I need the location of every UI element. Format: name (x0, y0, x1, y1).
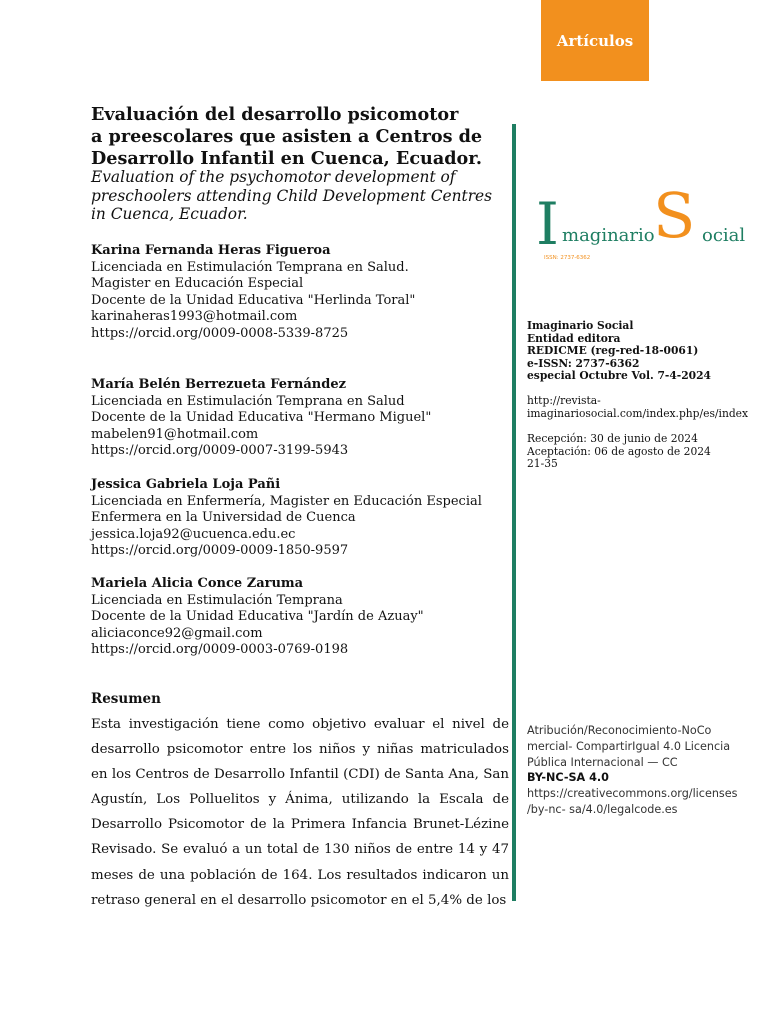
author-affiliation: Docente de la Unidad Educativa "Hermano Miguel" (91, 410, 432, 425)
abstract-heading: Resumen (91, 691, 161, 707)
journal-info-line: especial Octubre Vol. 7-4-2024 (527, 369, 711, 383)
subtitle-line: Evaluation of the psychomotor development of (91, 168, 456, 186)
author-name: Mariela Alicia Conce Zaruma (91, 576, 304, 591)
author-affiliation: Licenciada en Estimulación Temprana en Salud. (91, 259, 409, 275)
received-date: Recepción: 30 de junio de 2024 (527, 432, 698, 445)
journal-info-line: Imaginario Social (527, 319, 634, 332)
author-email[interactable]: jessica.loja92@ucuenca.edu.ec (91, 526, 296, 542)
license-url[interactable]: https://creativecommons.org/licenses (527, 787, 738, 801)
author-name: Jessica Gabriela Loja Pañi (91, 477, 281, 492)
license-line: mercial- CompartirIgual 4.0 Licencia (527, 739, 731, 753)
author-block (91, 377, 511, 460)
article-dates (527, 433, 762, 471)
license-code: BY-NC-SA 4.0 (527, 771, 609, 785)
license-line: Pública Internacional — CC (527, 755, 678, 769)
accepted-date: Aceptación: 06 de agosto de 2024 (527, 444, 711, 458)
author-affiliation: Licenciada en Enfermería, Magister en Educación Especial (91, 493, 482, 509)
subtitle-line: in Cuenca, Ecuador. (91, 205, 248, 224)
license-url[interactable]: /by-nc- sa/4.0/legalcode.es (527, 802, 678, 816)
journal-url-line[interactable]: imaginariosocial.com/index.php/es/index (527, 406, 749, 420)
section-tag-label: Artículos (556, 31, 634, 50)
journal-url[interactable] (527, 395, 762, 420)
journal-url-line[interactable]: http://revista- (527, 394, 601, 407)
column-divider (512, 124, 516, 901)
license-line: Atribución/Reconocimiento-NoCo (527, 724, 712, 737)
author-block (91, 243, 511, 342)
author-affiliation: Enfermera en la Universidad de Cuenca (91, 510, 356, 525)
logo-word-imaginario: maginario (562, 225, 655, 246)
article-subtitle (91, 168, 511, 224)
journal-info-line: e-ISSN: 2737-6362 (527, 356, 640, 370)
author-block (91, 576, 511, 659)
license-block (527, 723, 762, 818)
subtitle-line: preschoolers attending Child Development Centres (91, 186, 493, 205)
logo-issn: ISSN: 2737-6362 (544, 255, 591, 261)
logo-word-ocial: ocial (702, 225, 746, 246)
journal-logo (532, 179, 757, 267)
title-line: Evaluación del desarrollo psicomotor (91, 104, 459, 125)
author-orcid[interactable]: https://orcid.org/0009-0003-0769-0198 (91, 642, 349, 657)
author-affiliation: Docente de la Unidad Educativa "Jardín de Azuay" (91, 609, 424, 624)
journal-info-line: Entidad editora (527, 331, 621, 345)
author-orcid[interactable]: https://orcid.org/0009-0008-5339-8725 (91, 325, 349, 341)
author-block (91, 477, 511, 560)
author-affiliation: Licenciada en Estimulación Temprana (91, 592, 343, 608)
author-affiliation: Docente de la Unidad Educativa "Herlinda Toral" (91, 292, 416, 308)
author-name: Karina Fernanda Heras Figueroa (91, 243, 331, 258)
title-line: Desarrollo Infantil en Cuenca, Ecuador. (91, 148, 483, 169)
logo-letter-i: I (536, 190, 559, 258)
title-line: a preescolares que asisten a Centros de (91, 126, 483, 147)
section-tag (541, 0, 649, 81)
abstract-text: Esta investigación tiene como objetivo evaluar el nivel de desarrollo psicomotor entre los niños y niñas matriculados en los Centros de Desarrollo Infantil (CDI) de Santa Ana, San Agustín, Los Polluelitos y Ánima, utilizando la Escala de Desarrollo Psicomotor de la Primera Infancia Brunet-Lézine Revisado. Se evaluó a un total de 130 niños de entre 14 y 47 meses de una población de 164. Los resultados indicaron un retraso general en el desarrollo psicomotor en el 5,4% de los (91, 717, 509, 908)
journal-info-line: REDICME (reg-red-18-0061) (527, 344, 699, 358)
author-name: María Belén Berrezueta Fernández (91, 377, 346, 392)
author-affiliation: Magister en Educación Especial (91, 276, 304, 291)
journal-info (527, 320, 762, 383)
article-title (91, 104, 521, 170)
author-orcid[interactable]: https://orcid.org/0009-0007-3199-5943 (91, 443, 349, 458)
author-email[interactable]: karinaheras1993@hotmail.com (91, 309, 298, 324)
page-range: 21-35 (527, 457, 558, 471)
logo-letter-s: S (653, 179, 696, 252)
author-orcid[interactable]: https://orcid.org/0009-0009-1850-9597 (91, 543, 349, 558)
author-email[interactable]: mabelen91@hotmail.com (91, 426, 259, 442)
author-affiliation: Licenciada en Estimulación Temprana en Salud (91, 393, 405, 409)
author-email[interactable]: aliciaconce92@gmail.com (91, 625, 263, 641)
